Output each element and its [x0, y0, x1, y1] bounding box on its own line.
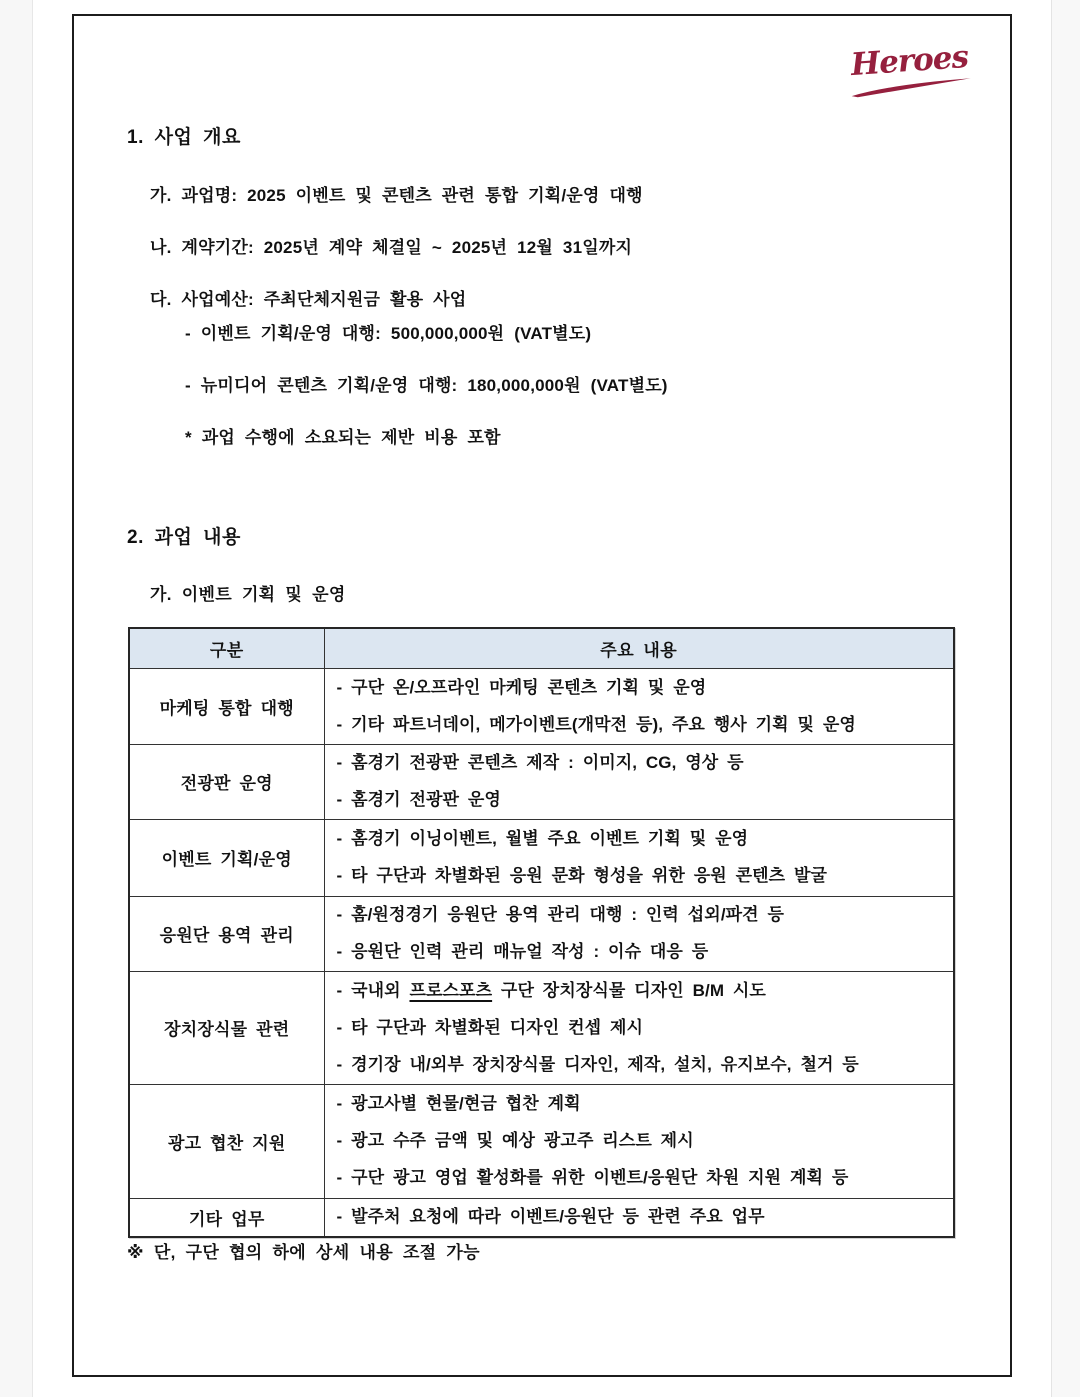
table-content-line: - 홈경기 전광판 운영 [336, 790, 501, 809]
table-footnote: ※ 단, 구단 협의 하에 상세 내용 조절 가능 [127, 1243, 480, 1262]
table-content-cell [324, 744, 954, 819]
table-content-cell [324, 819, 954, 896]
table-category-cell: 마케팅 통합 대행 [129, 668, 324, 744]
tasks-subsection-title: 가. 이벤트 기획 및 운영 [150, 585, 346, 604]
document-page [72, 14, 1012, 1377]
overview-item-budget: 다. 사업예산: 주최단체지원금 활용 사업 [150, 290, 467, 309]
overview-section-title: 1. 사업 개요 [127, 127, 241, 148]
heroes-logo [848, 40, 971, 100]
left-gutter [0, 0, 33, 1397]
table-row [129, 744, 954, 819]
table-content-line: - 타 구단과 차별화된 응원 문화 형성을 위한 응원 콘텐츠 발굴 [336, 866, 828, 885]
table-content-line: - 홈경기 전광판 콘텐츠 제작 : 이미지, CG, 영상 등 [336, 753, 744, 772]
table-content-cell [324, 1198, 954, 1237]
overview-item-task-name: 가. 과업명: 2025 이벤트 및 콘텐츠 관련 통합 기획/운영 대행 [150, 186, 643, 205]
table-content-cell [324, 896, 954, 971]
tasks-table [128, 627, 955, 1238]
table-header-row [129, 628, 954, 668]
table-category-cell: 장치장식물 관련 [129, 971, 324, 1084]
underlined-term: 프로스포츠 [409, 980, 493, 1000]
table-category-cell: 이벤트 기획/운영 [129, 819, 324, 896]
table-row [129, 896, 954, 971]
table-content-line: - 구단 광고 영업 활성화를 위한 이벤트/응원단 차원 지원 계획 등 [336, 1168, 849, 1187]
table-row [129, 1084, 954, 1198]
table-row [129, 819, 954, 896]
table-content-line: - 응원단 인력 관리 매뉴얼 작성 : 이슈 대응 등 [336, 942, 709, 961]
budget-item-note: * 과업 수행에 소요되는 제반 비용 포함 [185, 428, 501, 447]
table-content-line: - 타 구단과 차별화된 디자인 컨셉 제시 [336, 1017, 644, 1037]
heroes-logo-text: Heroes [849, 38, 970, 84]
table-category-cell: 응원단 용역 관리 [129, 896, 324, 971]
table-content-cell [324, 668, 954, 744]
table-row [129, 971, 954, 1084]
table-content-line: - 국내외 프로스포츠 구단 장치장식물 디자인 B/M 시도 [336, 980, 766, 1000]
table-content-line: - 홈/원정경기 응원단 용역 관리 대행 : 인력 섭외/파견 등 [336, 905, 785, 924]
table-header-content: 주요 내용 [324, 628, 954, 668]
table-category-cell: 광고 협찬 지원 [129, 1084, 324, 1198]
table-content-line: - 경기장 내/외부 장치장식물 디자인, 제작, 설치, 유지보수, 철거 등 [336, 1054, 859, 1074]
budget-item-newmedia: - 뉴미디어 콘텐츠 기획/운영 대행: 180,000,000원 (VAT별도) [185, 376, 668, 395]
table-content-cell [324, 971, 954, 1084]
overview-item-contract-period: 나. 계약기간: 2025년 계약 체결일 ~ 2025년 12월 31일까지 [150, 238, 633, 257]
table-category-cell: 전광판 운영 [129, 744, 324, 819]
right-gutter [1051, 0, 1080, 1397]
table-category-cell: 기타 업무 [129, 1198, 324, 1237]
tasks-section-title: 2. 과업 내용 [127, 527, 241, 548]
table-content-cell [324, 1084, 954, 1198]
table-content-line: - 홈경기 이닝이벤트, 월별 주요 이벤트 기획 및 운영 [336, 829, 749, 848]
table-content-line: - 구단 온/오프라인 마케팅 콘텐츠 기획 및 운영 [336, 677, 707, 697]
table-row [129, 1198, 954, 1237]
table-content-line: - 발주처 요청에 따라 이벤트/응원단 등 관련 주요 업무 [336, 1207, 765, 1227]
table-content-line: - 기타 파트너데이, 메가이벤트(개막전 등), 주요 행사 기획 및 운영 [336, 714, 856, 734]
table-header-category: 구분 [129, 628, 324, 668]
table-content-line: - 광고사별 현물/현금 협찬 계획 [336, 1094, 581, 1113]
table-content-line: - 광고 수주 금액 및 예상 광고주 리스트 제시 [336, 1131, 694, 1150]
budget-item-event: - 이벤트 기획/운영 대행: 500,000,000원 (VAT별도) [185, 324, 592, 343]
table-row [129, 668, 954, 744]
